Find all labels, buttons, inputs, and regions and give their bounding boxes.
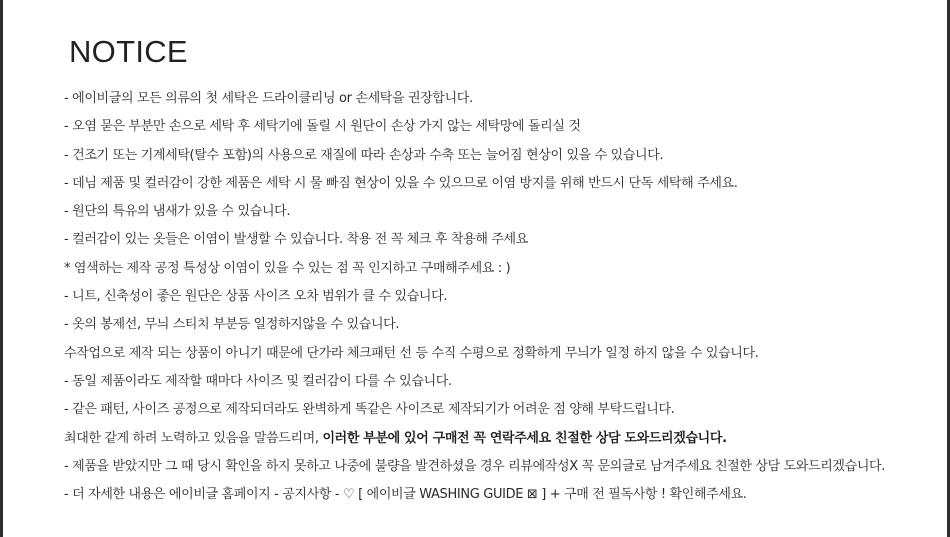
notice-line-contact-emphasis: 이러한 부분에 있어 구매전 꼭 연락주세요 친절한 상담 도와드리겠습니다. — [322, 430, 727, 446]
notice-section — [64, 30, 924, 509]
left-border — [0, 0, 3, 537]
notice-line-defect: - 제품을 받았지만 그 때 당시 확인을 하지 못하고 나중에 불량을 발견하셨을 경우 리뷰에작성X 꼭 문의글로 남겨주세요 친절한 상담 도와드리겠습니다. — [64, 458, 886, 474]
notice-title: NOTICE — [69, 34, 188, 69]
notice-line-laundry-net: - 오염 묻은 부분만 손으로 세탁 후 세탁기에 돌릴 시 원단이 손상 가지 않는 세탁망에 돌리실 것 — [64, 119, 581, 135]
notice-line-same-pattern: - 같은 패턴, 사이즈 공정으로 제작되더라도 완벽하게 똑같은 사이즈로 제작되기가 어려운 점 양해 부탁드립니다. — [64, 402, 675, 418]
notice-line-stitch: - 옷의 봉제선, 무늬 스티치 부분등 일정하지않을 수 있습니다. — [64, 317, 400, 333]
notice-lines — [64, 85, 924, 509]
notice-line-smell: - 원단의 특유의 냄새가 있을 수 있습니다. — [64, 204, 291, 220]
notice-line-knit-size: - 니트, 신축성이 좋은 원단은 상품 사이즈 오차 범위가 클 수 있습니다. — [64, 289, 448, 305]
notice-line-denim: - 데님 제품 및 컬러감이 강한 제품은 세탁 시 물 빠짐 현상이 있을 수 있으므로 이염 방지를 위해 반드시 단독 세탁해 주세요. — [64, 175, 738, 191]
notice-line-size-variation: - 동일 제품이라도 제작할 때마다 사이즈 및 컬러감이 다를 수 있습니다. — [64, 373, 452, 389]
notice-line-dryer: - 건조기 또는 기계세탁(탈수 포함)의 사용으로 재질에 따라 손상과 수축 또는 늘어짐 현상이 있을 수 있습니다. — [64, 147, 664, 163]
notice-line-dry-cleaning: - 에이비글의 모든 의류의 첫 세탁은 드라이클리닝 or 손세탁을 권장합니다. — [64, 91, 473, 106]
notice-line-contact — [64, 425, 924, 453]
notice-line-contact-text: 최대한 같게 하려 노력하고 있음을 말씀드리며, — [64, 430, 323, 446]
notice-line-dye-process: * 염색하는 제작 공정 특성상 이염이 있을 수 있는 점 꼭 인지하고 구매해주세요 : ) — [64, 260, 511, 276]
notice-line-handmade: 수작업으로 제작 되는 상품이 아니기 때문에 단가라 체크패턴 선 등 수직 수평으로 정확하게 무늬가 일정 하지 않을 수 있습니다. — [64, 345, 759, 361]
notice-line-washing-guide: - 더 자세한 내용은 에이비글 홈페이지 - 공지사항 - ♡ [ 에이비글 WASHING GUIDE ⊠ ] + 구매 전 필독사항 ! 확인해주세요. — [64, 487, 747, 503]
notice-line-color-transfer: - 컬러감이 있는 옷들은 이염이 발생할 수 있습니다. 착용 전 꼭 체크 후 착용해 주세요 — [64, 232, 528, 248]
